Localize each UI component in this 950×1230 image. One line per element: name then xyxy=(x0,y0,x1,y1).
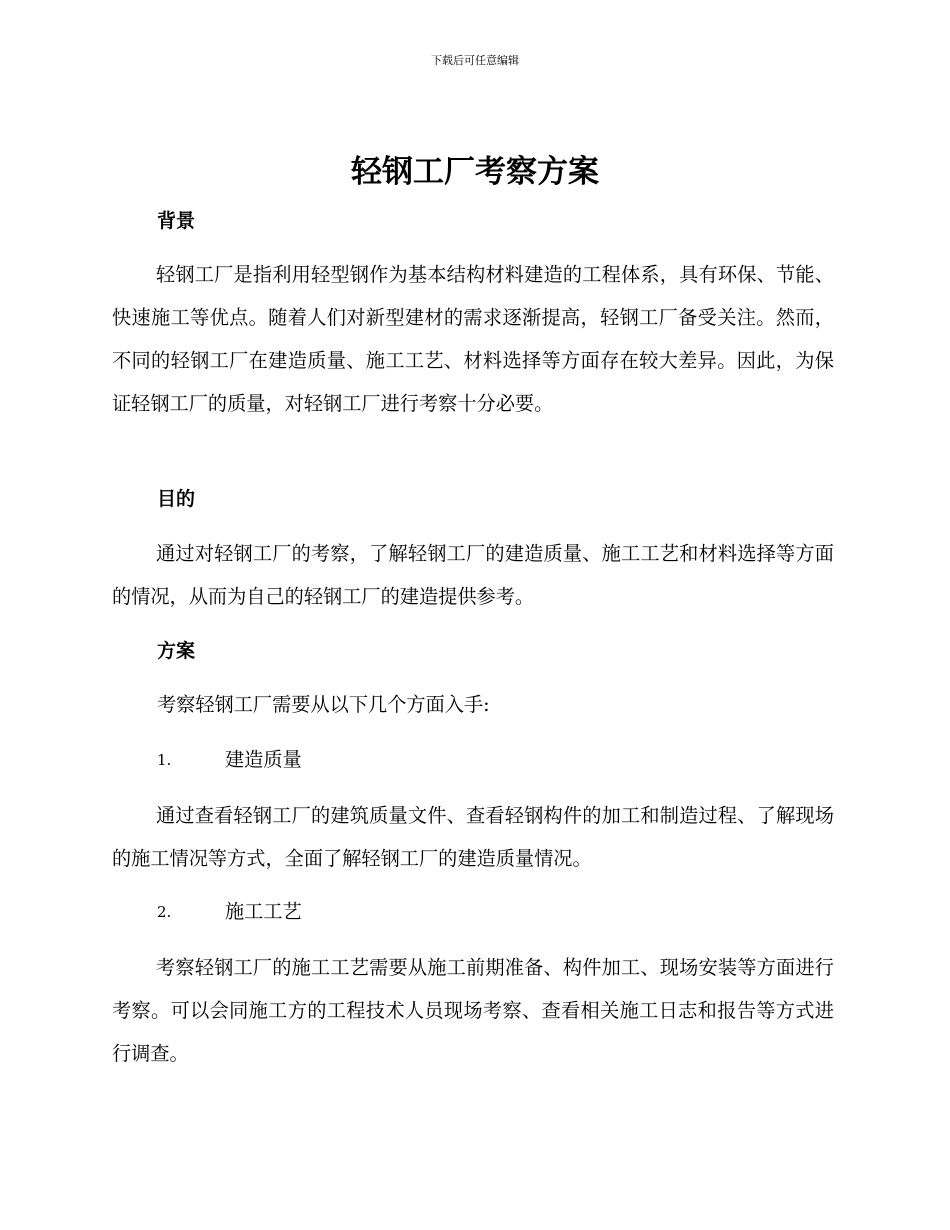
list-title: 施工工艺 xyxy=(225,900,302,923)
list-number: 2. xyxy=(157,903,172,921)
heading-background: 背景 xyxy=(157,210,196,232)
paragraph-construction-process: 考察轻钢工厂的施工工艺需要从施工前期准备、构件加工、现场安装等方面进行考察。可以会同施工方的工程技术人员现场考察、查看相关施工日志和报告等方式进行调查。 xyxy=(112,956,834,1065)
list-item-construction-quality xyxy=(157,747,757,773)
heading-purpose: 目的 xyxy=(157,488,196,510)
paragraph-background: 轻钢工厂是指利用轻型钢作为基本结构材料建造的工程体系，具有环保、节能、快速施工等优点。随着人们对新型建材的需求逐渐提高，轻钢工厂备受关注。然而，不同的轻钢工厂在建造质量、施工工艺、材料选择等方面存在较大差异。因此，为保证轻钢工厂的质量，对轻钢工厂进行考察十分必要。 xyxy=(112,263,834,415)
document-title: 轻钢工厂考察方案 xyxy=(351,154,599,190)
header-note: 下载后可任意编辑 xyxy=(431,54,519,67)
heading-plan: 方案 xyxy=(157,640,196,662)
list-title: 建造质量 xyxy=(225,748,302,771)
list-number: 1. xyxy=(157,751,172,769)
plan-intro: 考察轻钢工厂需要从以下几个方面入手: xyxy=(157,693,490,716)
paragraph-construction-quality: 通过查看轻钢工厂的建筑质量文件、查看轻钢构件的加工和制造过程、了解现场的施工情况等方式，全面了解轻钢工厂的建造质量情况。 xyxy=(112,804,834,870)
list-item-construction-process xyxy=(157,899,757,925)
paragraph-purpose: 通过对轻钢工厂的考察，了解轻钢工厂的建造质量、施工工艺和材料选择等方面的情况，从而为自己的轻钢工厂的建造提供参考。 xyxy=(112,542,834,608)
